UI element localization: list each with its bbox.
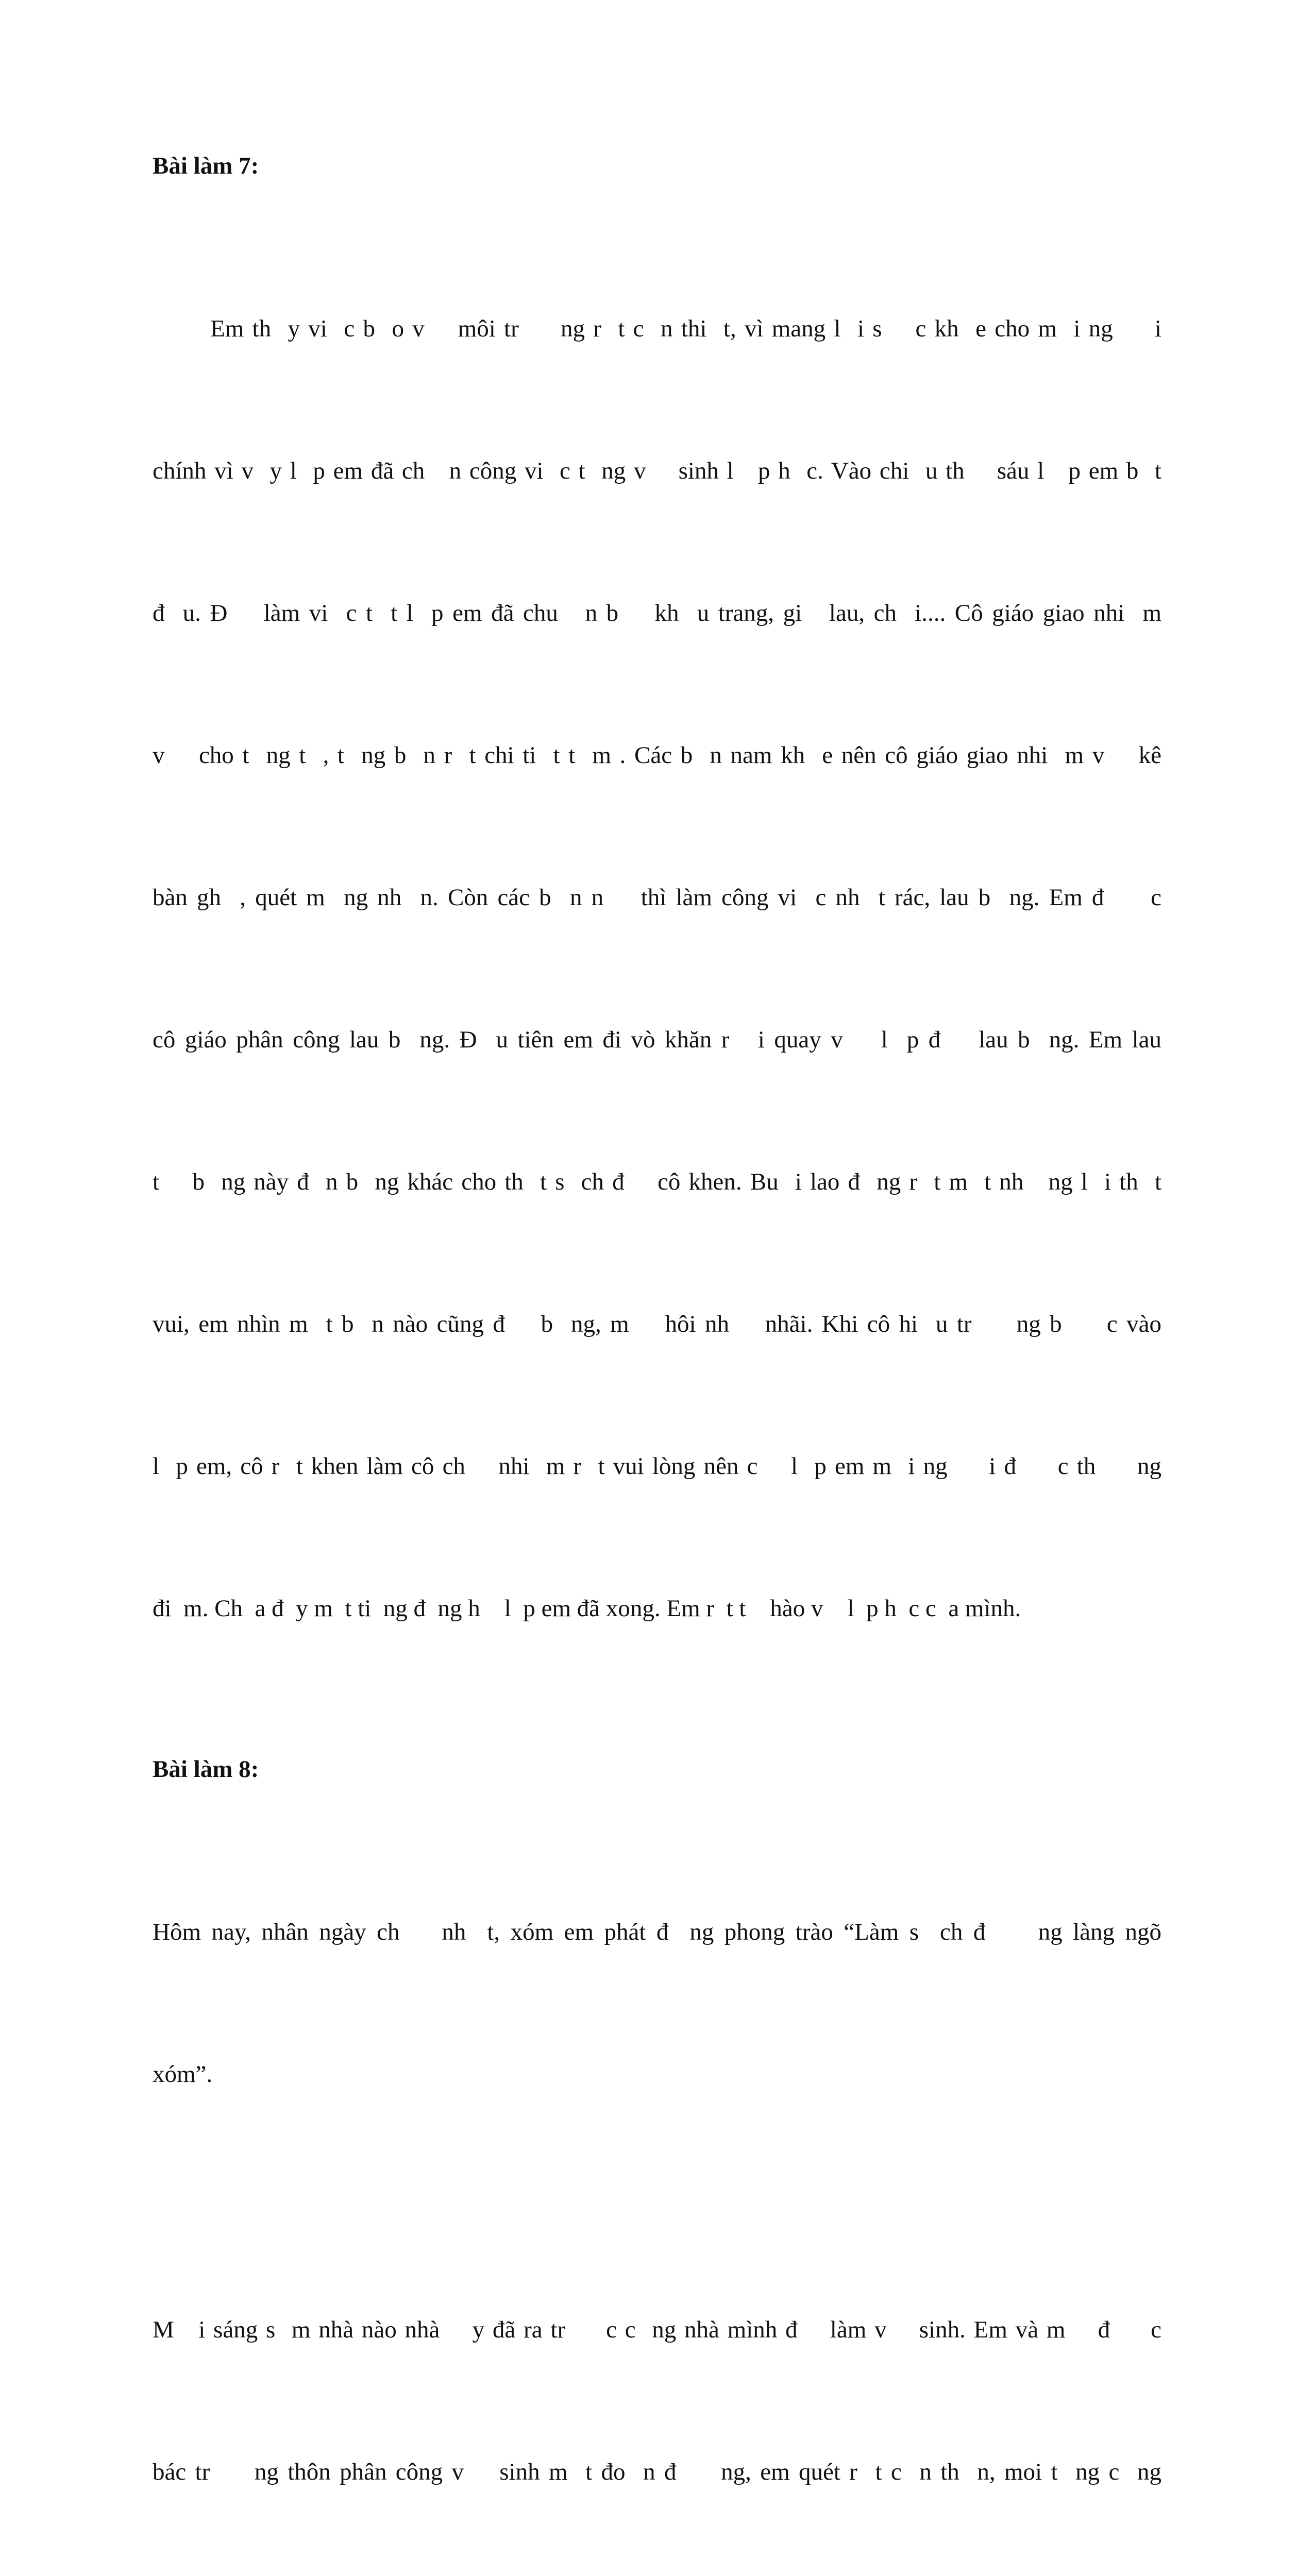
section-8-paragraph-1 xyxy=(153,1814,1161,2193)
section-8-paragraph-2 xyxy=(153,2211,1161,2576)
paragraph-line: l p em, cô r t khen làm cô ch nhi m r t vui lòng nên c l p em m i ng i đ c th ng xyxy=(153,1453,1161,1480)
paragraph-line: chính vì v y l p em đã ch n công vi c t ng v sinh l p h c. Vào chi u th sáu l p em b t xyxy=(153,457,1161,484)
section-7-paragraph xyxy=(153,210,1161,1727)
paragraph-line: bàn gh , quét m ng nh n. Còn các b n n thì làm công vi c nh t rác, lau b ng. Em đ c xyxy=(153,884,1161,911)
paragraph-line: xóm”. xyxy=(153,2061,213,2088)
paragraph-line: đ u. Đ làm vi c t t l p em đã chu n b kh u trang, gi lau, ch i.... Cô giáo giao nhi m xyxy=(153,600,1161,626)
paragraph-line: M i sáng s m nhà nào nhà y đã ra tr c c ng nhà mình đ làm v sinh. Em và m đ c xyxy=(153,2316,1161,2343)
section-7-heading: Bài làm 7: xyxy=(153,152,259,179)
document-body xyxy=(153,150,1161,2576)
paragraph-line: t b ng này đ n b ng khác cho th t s ch đ cô khen. Bu i lao đ ng r t m t nh ng l i th t xyxy=(153,1168,1161,1195)
paragraph-line: bác tr ng thôn phân công v sinh m t đo n đ ng, em quét r t c n th n, moi t ng c ng xyxy=(153,2459,1161,2485)
paragraph-line: Em th y vi c b o v môi tr ng r t c n thi t, vì mang l i s c kh e cho m i ng i xyxy=(210,315,1161,342)
section-8-heading: Bài làm 8: xyxy=(153,1756,259,1783)
paragraph-line: vui, em nhìn m t b n nào cũng đ b ng, m hôi nh nhãi. Khi cô hi u tr ng b c vào xyxy=(153,1311,1161,1337)
paragraph-line: Hôm nay, nhân ngày ch nh t, xóm em phát đ ng phong trào “Làm s ch đ ng làng ngõ xyxy=(153,1919,1161,1945)
paragraph-line: cô giáo phân công lau b ng. Đ u tiên em đi vò khăn r i quay v l p đ lau b ng. Em lau xyxy=(153,1026,1161,1053)
paragraph-line: đi m. Ch a đ y m t ti ng đ ng h l p em đã xong. Em r t t hào v l p h c c a mình. xyxy=(153,1595,1021,1622)
paragraph-line: v cho t ng t , t ng b n r t chi ti t t m . Các b n nam kh e nên cô giáo giao nhi m v kê xyxy=(153,742,1161,769)
